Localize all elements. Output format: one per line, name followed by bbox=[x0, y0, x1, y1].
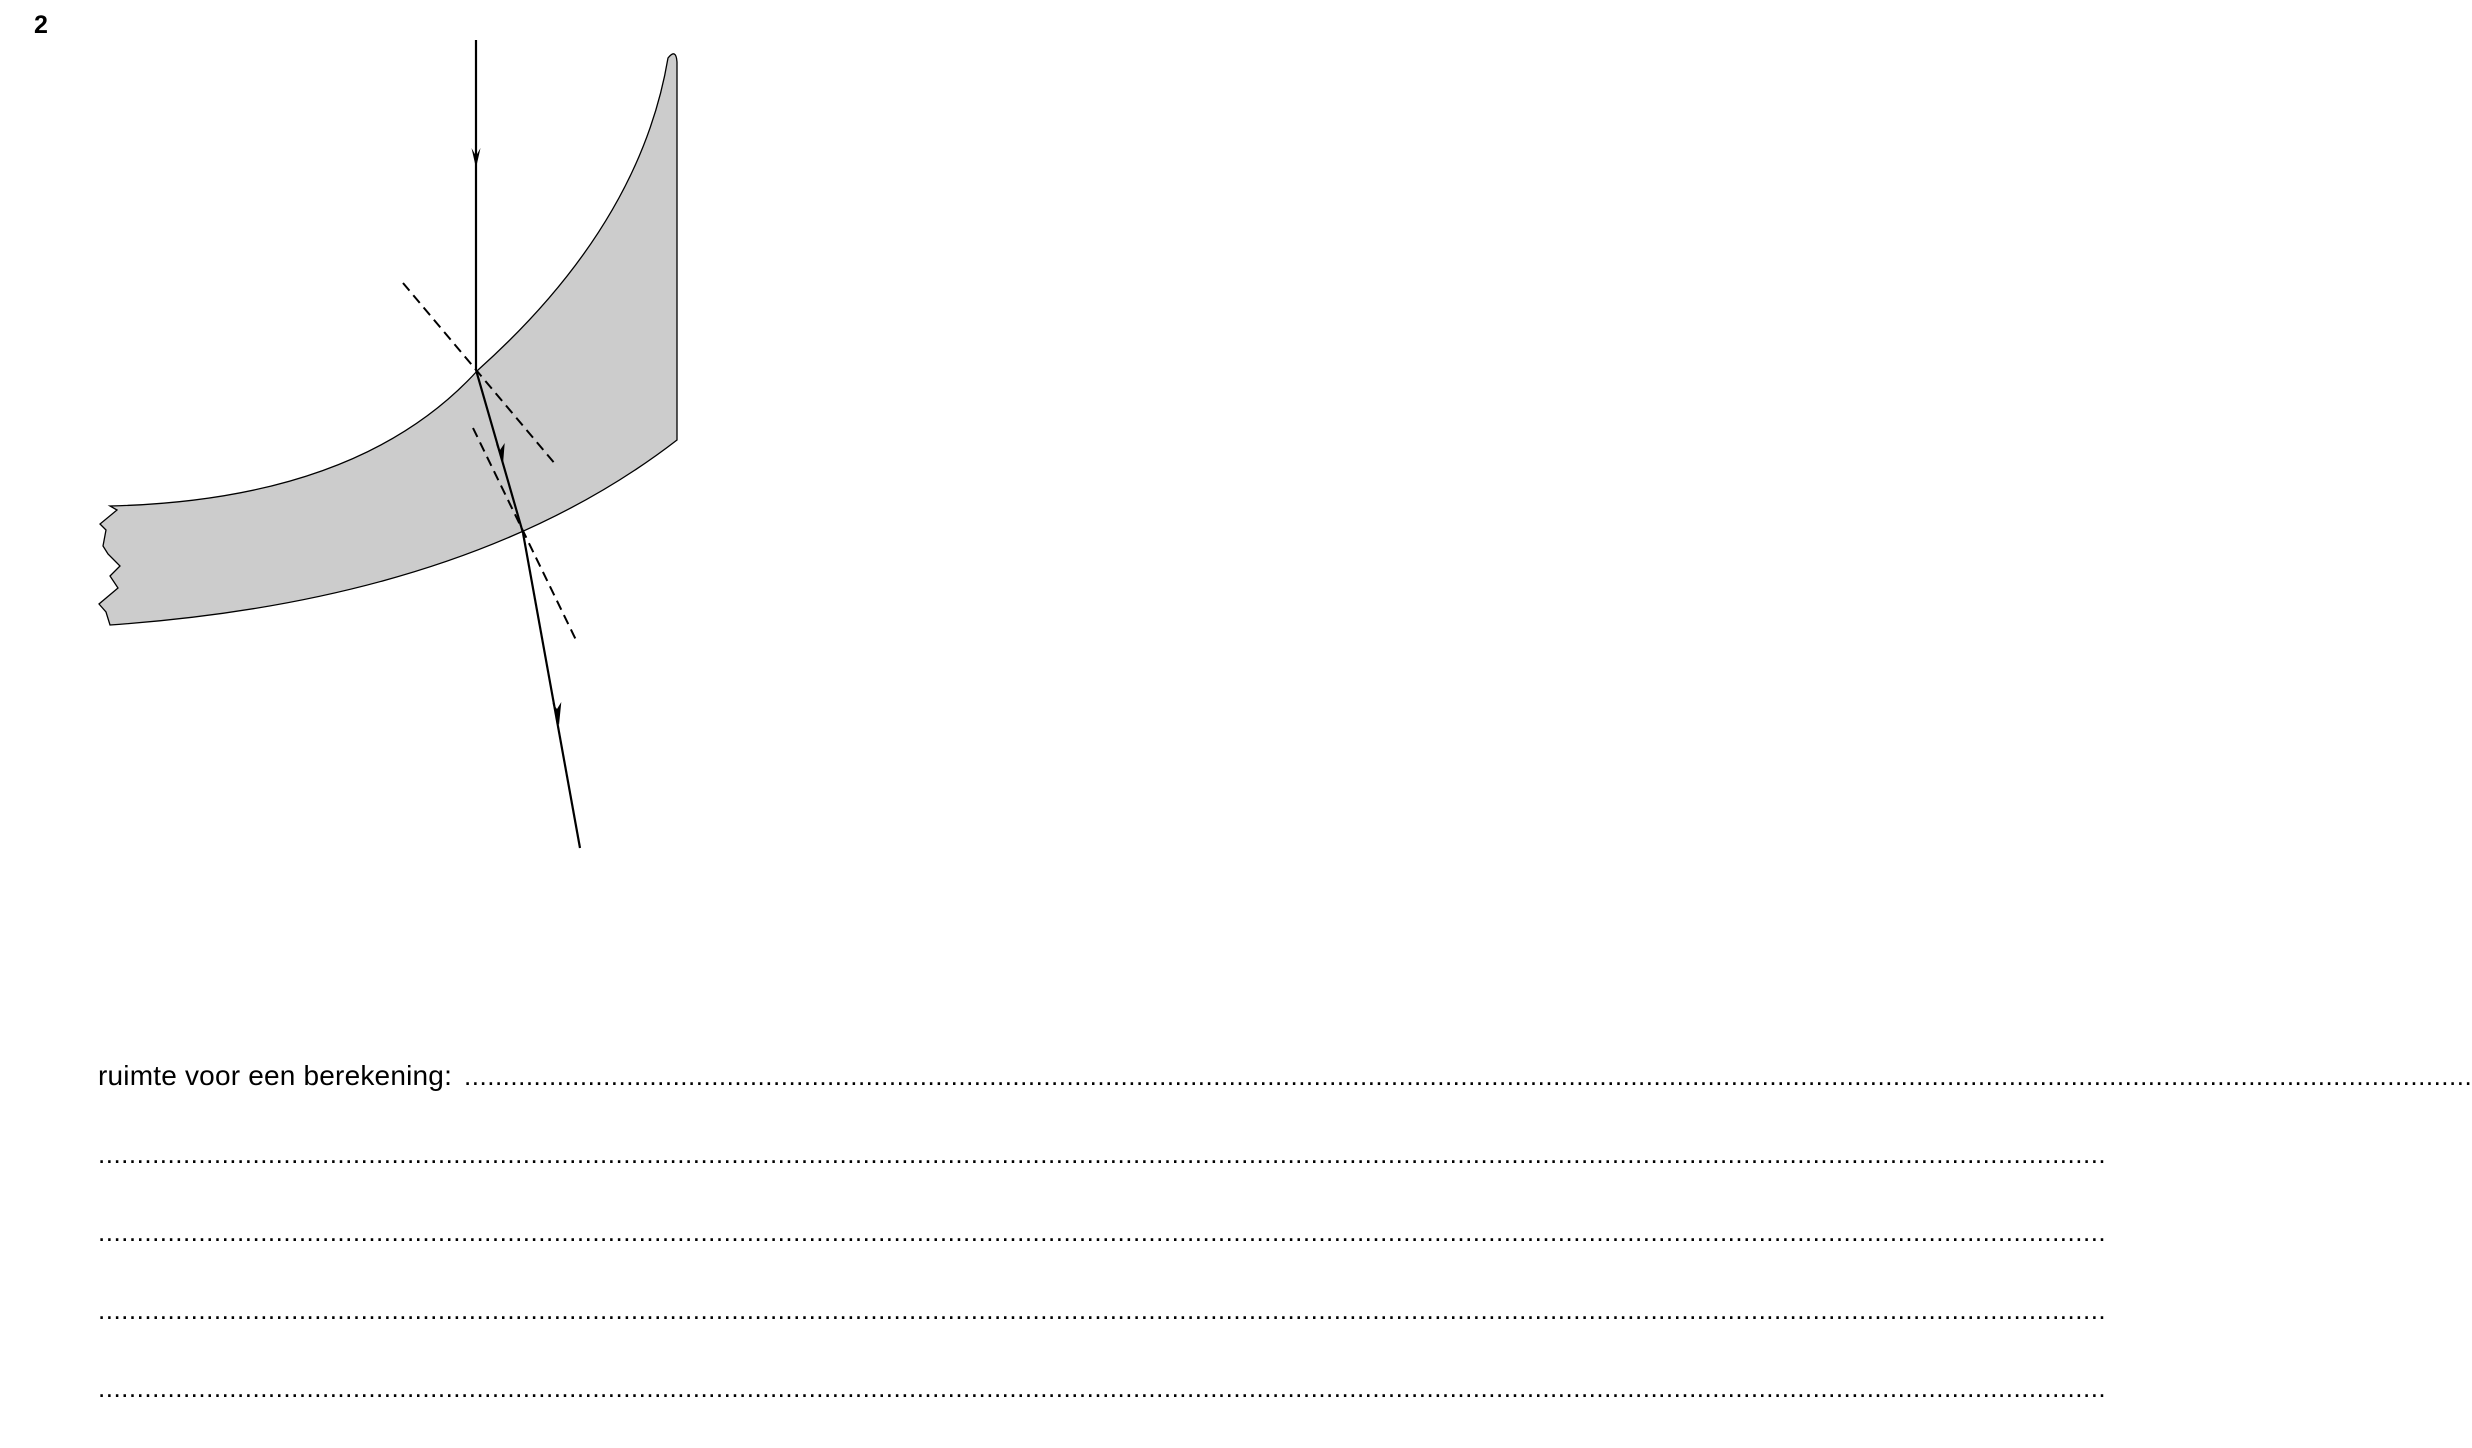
answer-line[interactable] bbox=[98, 1136, 2107, 1214]
question-number: 2 bbox=[34, 11, 48, 39]
answer-line[interactable] bbox=[98, 1370, 2107, 1448]
dotted-line: .................................................................................................................................................................................................................................................................... bbox=[98, 1295, 2107, 1325]
emerging-ray bbox=[523, 533, 580, 848]
dotted-line: .................................................................................................................................................................................................................................................................... bbox=[98, 1217, 2107, 1247]
answer-line[interactable] bbox=[98, 1214, 2107, 1292]
refraction-diagram bbox=[0, 0, 1272, 880]
answer-line[interactable] bbox=[98, 1058, 2472, 1136]
dotted-line: .................................................................................................................................................................................................................................................................... bbox=[464, 1061, 2472, 1091]
dotted-line: .................................................................................................................................................................................................................................................................... bbox=[98, 1139, 2107, 1169]
dotted-line: .................................................................................................................................................................................................................................................................... bbox=[98, 1373, 2107, 1403]
calculation-space bbox=[98, 1058, 2472, 1448]
curved-glass-block bbox=[99, 54, 677, 625]
calculation-label: ruimte voor een berekening: bbox=[98, 1060, 453, 1091]
answer-line[interactable] bbox=[98, 1292, 2107, 1370]
